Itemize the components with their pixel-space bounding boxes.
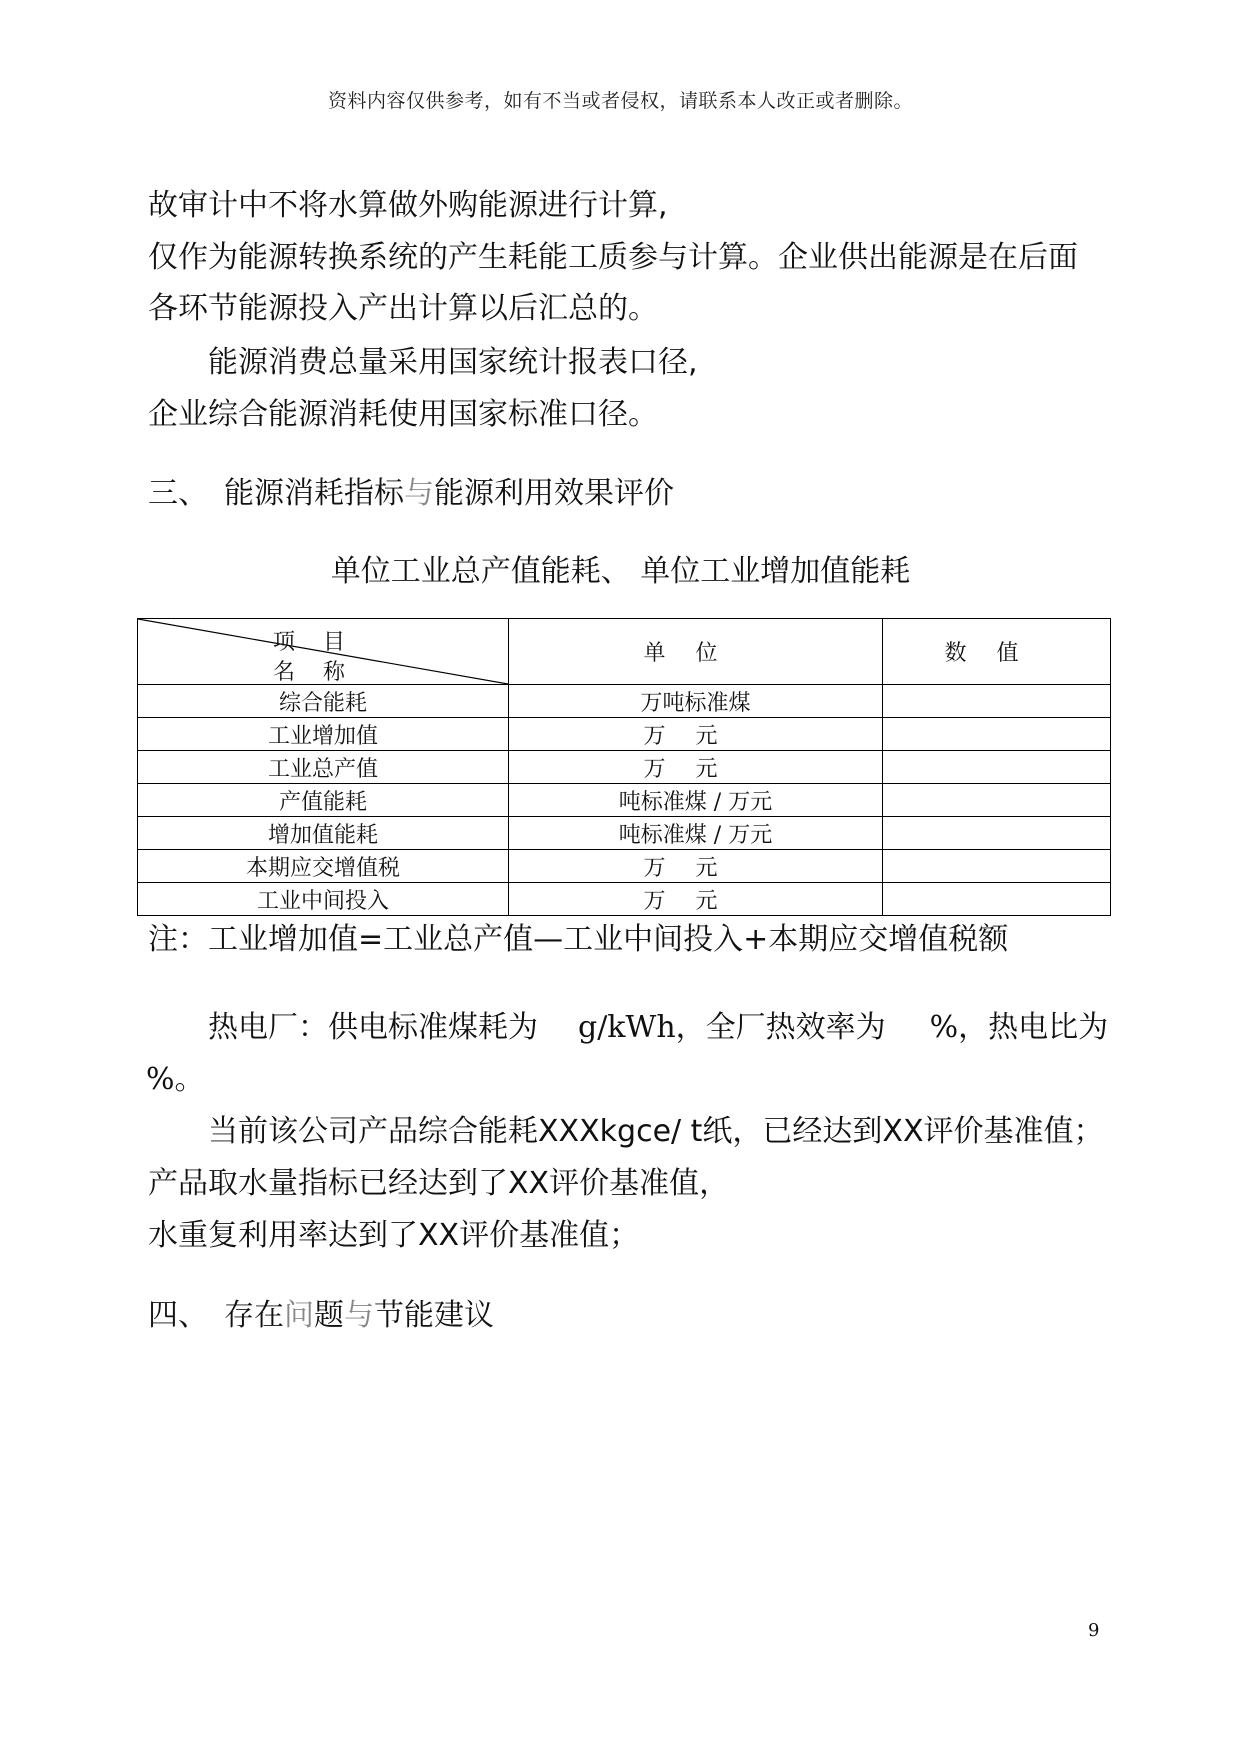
paragraph-part: %，: [929, 1010, 989, 1045]
section-number: 四、: [148, 1298, 208, 1333]
header-value-label: 数值: [944, 641, 1049, 666]
header-unit-label: 单位: [643, 641, 748, 666]
table-note: 注：工业增加值=工业总产值—工业中间投入+本期应交增值税额: [148, 922, 1009, 957]
header-item-label: 项目: [272, 630, 373, 655]
section-number: 三、: [148, 476, 208, 511]
paragraph-line: 企业综合能源消耗使用国家标准口径。: [148, 397, 658, 432]
disclaimer-header: 资料内容仅供参考，如有不当或者侵权，请联系本人改正或者删除。: [327, 90, 913, 112]
row-value: [883, 718, 1111, 751]
section-title-part: 与: [344, 1298, 374, 1333]
header-value-cell: [883, 619, 1111, 685]
section-title-part: 问: [284, 1298, 314, 1333]
row-unit: [509, 883, 883, 916]
row-name: 本期应交增值税: [138, 850, 509, 883]
table-row: [138, 784, 1111, 817]
row-unit: 万吨标准煤: [509, 685, 883, 718]
row-unit-text: 万元: [643, 855, 748, 881]
row-name: 综合能耗: [138, 685, 509, 718]
paragraph-line: 能源消费总量采用国家统计报表口径,: [208, 345, 698, 380]
row-name: 增加值能耗: [138, 817, 509, 850]
row-value: [883, 751, 1111, 784]
section-title-part: 能源消耗指标: [224, 476, 404, 511]
row-name: 工业增加值: [138, 718, 509, 751]
table-row: [138, 718, 1111, 751]
row-value: [883, 784, 1111, 817]
section-title-part: 题: [314, 1298, 344, 1333]
section-title-part: 与: [404, 476, 434, 511]
row-name: 工业总产值: [138, 751, 509, 784]
table-row: [138, 817, 1111, 850]
paragraph-line: %。: [146, 1062, 205, 1097]
row-unit-text: 万元: [643, 756, 748, 782]
row-unit: 吨标准煤 / 万元: [509, 817, 883, 850]
row-value: [883, 883, 1111, 916]
row-name: 工业中间投入: [138, 883, 509, 916]
row-unit-text: 万元: [643, 888, 748, 914]
table-header-row: [138, 619, 1111, 685]
section-title-part: 存在: [224, 1298, 284, 1333]
paragraph-part: g/kWh，: [578, 1010, 706, 1045]
row-name: 产值能耗: [138, 784, 509, 817]
table-row: [138, 850, 1111, 883]
row-unit: [509, 718, 883, 751]
diagonal-header-cell: [138, 619, 509, 685]
paragraph-part: 热电比为: [988, 1010, 1109, 1045]
row-unit: 吨标准煤 / 万元: [509, 784, 883, 817]
section-title-part: 节能建议: [374, 1298, 494, 1333]
table-row: [138, 883, 1111, 916]
paragraph-line: 产品取水量指标已经达到了XX评价基准值，: [148, 1166, 730, 1201]
paragraph-line: 各环节能源投入产出计算以后汇总的。: [148, 291, 658, 326]
row-value: [883, 817, 1111, 850]
table-title: 单位工业总产值能耗、 单位工业增加值能耗: [330, 554, 911, 589]
section-title-part: 能源利用效果评价: [434, 476, 674, 511]
row-unit-text: 万元: [643, 723, 748, 749]
row-value: [883, 850, 1111, 883]
row-unit: [509, 850, 883, 883]
row-unit: [509, 751, 883, 784]
paragraph-line: [208, 1008, 1108, 1048]
paragraph-line: 当前该公司产品综合能耗XXXkgce/ t纸，已经达到XX评价基准值；: [208, 1114, 1104, 1149]
paragraph-part: 全厂热效率为: [705, 1010, 886, 1045]
paragraph-line: 故审计中不将水算做外购能源进行计算,: [148, 188, 668, 223]
energy-indicator-table: [137, 618, 1111, 916]
paragraph-line: 仅作为能源转换系统的产生耗能工质参与计算。企业供出能源是在后面: [148, 240, 1078, 275]
paragraph-line: 水重复利用率达到了XX评价基准值；: [148, 1218, 640, 1253]
table-row: [138, 685, 1111, 718]
section-heading-3: [148, 474, 674, 514]
header-unit-cell: [509, 619, 883, 685]
header-name-label: 名称: [272, 660, 373, 685]
table-row: [138, 751, 1111, 784]
page-number: 9: [1088, 1620, 1100, 1641]
paragraph-part: 热电厂：供电标准煤耗为: [208, 1010, 538, 1045]
row-value: [883, 685, 1111, 718]
section-heading-4: [148, 1296, 494, 1336]
